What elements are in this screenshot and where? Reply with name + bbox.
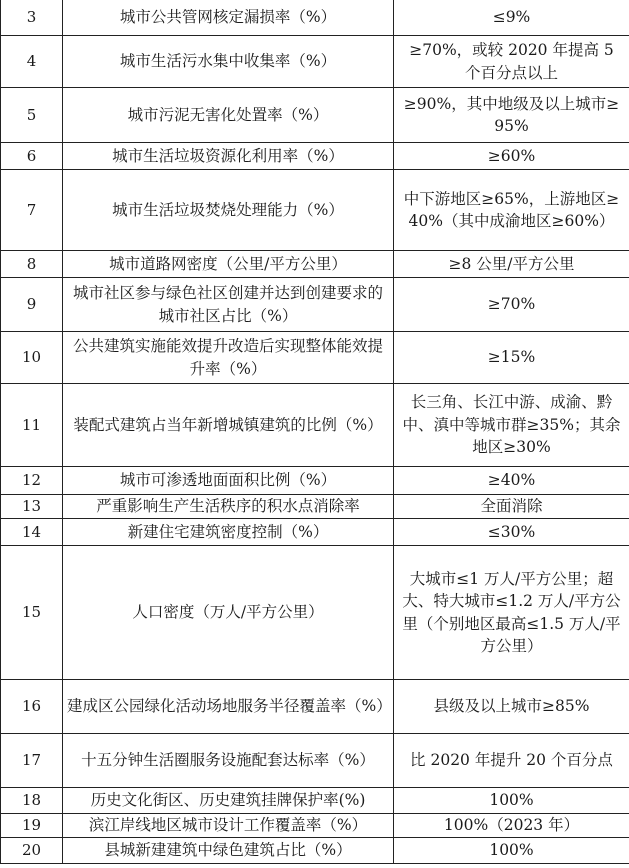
table-row: [1, 170, 629, 251]
indicator-name: 公共建筑实施能效提升改造后实现整体能效提升率（%）: [63, 332, 394, 384]
indicator-name: 建成区公园绿化活动场地服务半径覆盖率（%）: [63, 680, 394, 734]
table-row: [1, 36, 629, 88]
row-number: 17: [1, 734, 63, 788]
table-row: [1, 0, 629, 36]
table-row: [1, 519, 629, 546]
row-number: 18: [1, 788, 63, 814]
target-value: 大城市≤1 万人/平方公里；超大、特大城市≤1.2 万人/平方公里（个别地区最高≤1.5 万人/平方公里）: [394, 546, 629, 680]
indicator-name: 人口密度（万人/平方公里）: [63, 546, 394, 680]
table-row: [1, 788, 629, 814]
row-number: 7: [1, 170, 63, 251]
target-value: ≥90%，其中地级及以上城市≥95%: [394, 88, 629, 143]
row-number: 4: [1, 36, 63, 88]
table-row: [1, 332, 629, 384]
target-value: ≤30%: [394, 519, 629, 546]
target-value: ≥70%，或较 2020 年提高 5 个百分点以上: [394, 36, 629, 88]
indicator-name: 县城新建建筑中绿色建筑占比（%）: [63, 838, 394, 864]
indicator-name: 城市污泥无害化处置率（%）: [63, 88, 394, 143]
row-number: 5: [1, 88, 63, 143]
table-row: [1, 467, 629, 495]
row-number: 6: [1, 143, 63, 170]
row-number: 16: [1, 680, 63, 734]
indicator-name: 城市生活污水集中收集率（%）: [63, 36, 394, 88]
target-value: ≥8 公里/平方公里: [394, 251, 629, 278]
row-number: 14: [1, 519, 63, 546]
row-number: 20: [1, 838, 63, 864]
table-row: [1, 384, 629, 467]
row-number: 19: [1, 814, 63, 838]
target-value: 比 2020 年提升 20 个百分点: [394, 734, 629, 788]
indicator-name: 历史文化街区、历史建筑挂牌保护率(%): [63, 788, 394, 814]
indicator-name: 严重影响生产生活秩序的积水点消除率: [63, 495, 394, 519]
indicator-name: 城市可渗透地面面积比例（%）: [63, 467, 394, 495]
table-row: [1, 546, 629, 680]
indicator-name: 新建住宅建筑密度控制（%）: [63, 519, 394, 546]
table-row: [1, 838, 629, 864]
target-value: 100%（2023 年）: [394, 814, 629, 838]
row-number: 11: [1, 384, 63, 467]
table-row: [1, 734, 629, 788]
table-row: [1, 88, 629, 143]
table-row: [1, 495, 629, 519]
indicator-name: 城市生活垃圾资源化利用率（%）: [63, 143, 394, 170]
indicator-name: 装配式建筑占当年新增城镇建筑的比例（%）: [63, 384, 394, 467]
table-row: [1, 278, 629, 332]
row-number: 9: [1, 278, 63, 332]
target-value: ≥15%: [394, 332, 629, 384]
target-value: ≥70%: [394, 278, 629, 332]
target-value: 100%: [394, 788, 629, 814]
target-value: ≥60%: [394, 143, 629, 170]
indicator-name: 滨江岸线地区城市设计工作覆盖率（%）: [63, 814, 394, 838]
target-value: 100%: [394, 838, 629, 864]
row-number: 3: [1, 0, 63, 36]
indicator-name: 城市道路网密度（公里/平方公里）: [63, 251, 394, 278]
table-row: [1, 251, 629, 278]
table-row: [1, 680, 629, 734]
row-number: 13: [1, 495, 63, 519]
row-number: 10: [1, 332, 63, 384]
table-row: [1, 143, 629, 170]
target-value: ≤9%: [394, 0, 629, 36]
indicator-name: 十五分钟生活圈服务设施配套达标率（%）: [63, 734, 394, 788]
target-value: 中下游地区≥65%，上游地区≥40%（其中成渝地区≥60%）: [394, 170, 629, 251]
target-value: 县级及以上城市≥85%: [394, 680, 629, 734]
indicator-name: 城市公共管网核定漏损率（%）: [63, 0, 394, 36]
row-number: 12: [1, 467, 63, 495]
row-number: 8: [1, 251, 63, 278]
target-value: ≥40%: [394, 467, 629, 495]
indicator-name: 城市社区参与绿色社区创建并达到创建要求的城市社区占比（%）: [63, 278, 394, 332]
target-value: 全面消除: [394, 495, 629, 519]
indicator-name: 城市生活垃圾焚烧处理能力（%）: [63, 170, 394, 251]
target-value: 长三角、长江中游、成渝、黔中、滇中等城市群≥35%；其余地区≥30%: [394, 384, 629, 467]
table-row: [1, 814, 629, 838]
row-number: 15: [1, 546, 63, 680]
